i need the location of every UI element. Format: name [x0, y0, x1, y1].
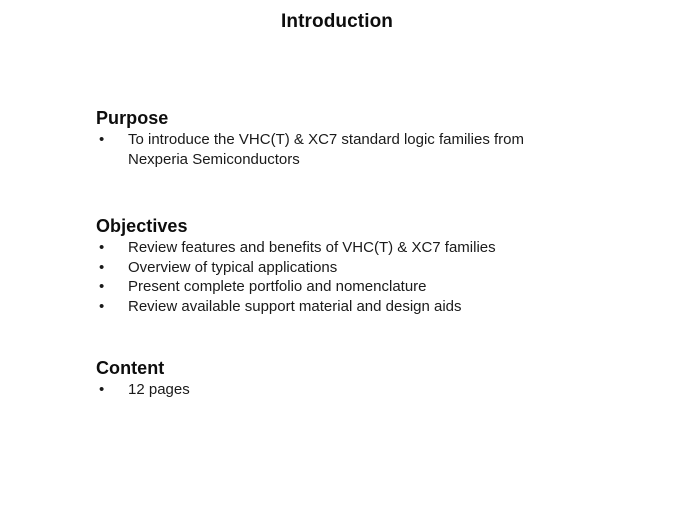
section-spacer [96, 169, 616, 216]
bullet-list-objectives [96, 238, 616, 316]
list-item [96, 130, 580, 169]
bullet-point-icon: • [99, 278, 105, 295]
bullet-point-icon: • [99, 258, 105, 276]
bullet-list-purpose [96, 130, 616, 169]
section-heading-objectives: Objectives [96, 216, 188, 236]
bullet-point-icon: • [99, 131, 105, 148]
list-item [96, 258, 580, 278]
list-item-label: To introduce the VHC(T) & XC7 standard logic families from Nexperia Semiconductors [128, 131, 524, 168]
section-heading-purpose: Purpose [96, 108, 169, 128]
list-item-label: Review available support material and design aids [128, 297, 462, 315]
list-item-label: Review features and benefits of VHC(T) & XC7 families [128, 239, 496, 256]
list-item [96, 297, 580, 317]
section-purpose [96, 108, 616, 169]
section-content [96, 358, 616, 400]
slide-body [96, 108, 616, 400]
bullet-list-content [96, 380, 616, 400]
list-item-label: 12 pages [128, 381, 190, 398]
bullet-point-icon: • [99, 297, 105, 315]
bullet-point-icon: • [99, 239, 105, 256]
bullet-point-icon: • [99, 381, 105, 398]
section-spacer [96, 316, 616, 358]
section-heading-content: Content [96, 358, 165, 378]
list-item [96, 277, 580, 297]
page-title: Introduction [280, 11, 393, 32]
list-item [96, 380, 580, 400]
list-item-label: Present complete portfolio and nomenclature [128, 278, 427, 295]
section-objectives [96, 216, 616, 316]
list-item [96, 238, 580, 258]
list-item-label: Overview of typical applications [128, 258, 338, 276]
